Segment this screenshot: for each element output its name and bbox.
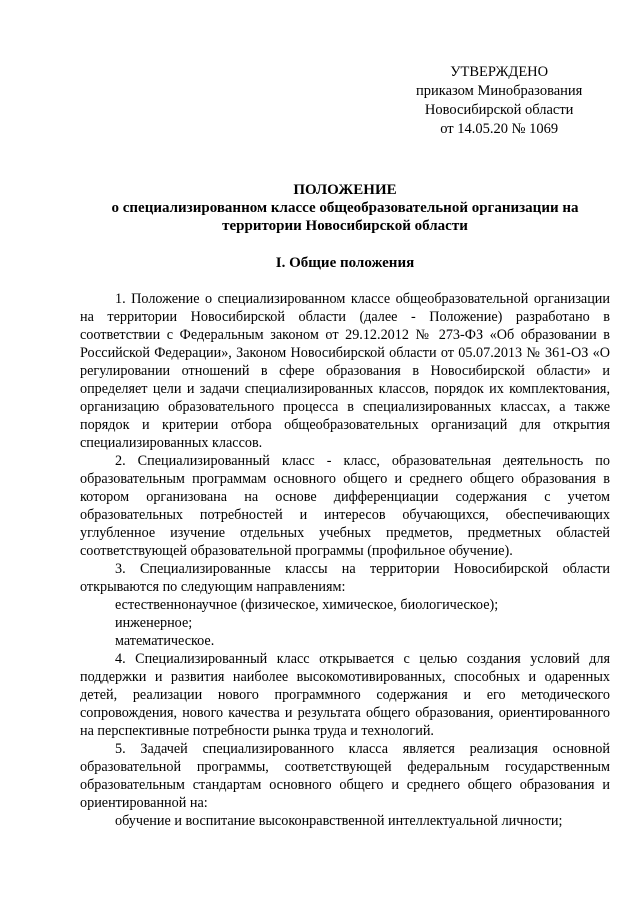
title-subtitle-line2: территории Новосибирской области bbox=[222, 218, 468, 234]
approval-date-number: от 14.05.20 № 1069 bbox=[440, 121, 559, 137]
paragraph-1: 1. Положение о специализированном классе общеобразовательной организации на территории Новосибирской области (далее - Положение) разработано в соответствии с Федеральным законом от 29.12.2012 № 273-ФЗ «Об образовании в Российской Федерации», Законом Новосибирской области от 05.07.2013 № 361-ОЗ «О регулировании отношений в сфере образования в Новосибирской области» и определяет цели и задачи специализированных классов, порядок их комплектования, организацию образовательного процесса в специализированных классах, а также порядок и критерии отбора общеобразовательных организаций для открытия специализированных классов. bbox=[80, 291, 610, 451]
list-item-education: обучение и воспитание высоконравственной интеллектуальной личности; bbox=[115, 813, 563, 829]
approval-order: приказом Минобразования bbox=[416, 83, 583, 99]
title-heading: ПОЛОЖЕНИЕ bbox=[293, 182, 397, 198]
list-item-natural-science: естественнонаучное (физическое, химическое, биологическое); bbox=[115, 597, 499, 613]
paragraph-2: 2. Специализированный класс - класс, образовательная деятельность по образовательным программам основного общего и среднего общего образования в котором организована на основе дифференциации содержания с учетом образовательных потребностей и интересов обучающихся, обеспечивающих углубленное изучение отдельных учебных предметов, предметных областей соответствующей образовательной программы (профильное обучение). bbox=[80, 453, 610, 559]
list-item-engineering: инженерное; bbox=[115, 615, 193, 631]
list-item-math: математическое. bbox=[115, 633, 215, 649]
approval-heading: УТВЕРЖДЕНО bbox=[450, 64, 549, 80]
document-title bbox=[80, 181, 610, 235]
paragraph-3: 3. Специализированные классы на территории Новосибирской области открываются по следующим направлениям: bbox=[80, 561, 610, 595]
approval-stamp bbox=[416, 63, 582, 139]
section-heading: I. Общие положения bbox=[275, 255, 415, 271]
paragraph-5: 5. Задачей специализированного класса является реализация основной образовательной программы, соответствующей федеральным государственным образовательным стандартам основного общего и среднего общего образования и ориентированной на: bbox=[80, 741, 610, 811]
paragraph-4: 4. Специализированный класс открывается с целью создания условий для поддержки и развития наиболее высокомотивированных, способных и одаренных детей, реализации нового программного содержания и его методического сопровождения, нового качества и результата общего образования, ориентированного на перспективные потребности рынка труда и технологий. bbox=[80, 651, 610, 739]
document-body bbox=[80, 290, 610, 830]
title-subtitle-line1: о специализированном классе общеобразовательной организации на bbox=[111, 200, 579, 216]
approval-region: Новосибирской области bbox=[424, 102, 574, 118]
